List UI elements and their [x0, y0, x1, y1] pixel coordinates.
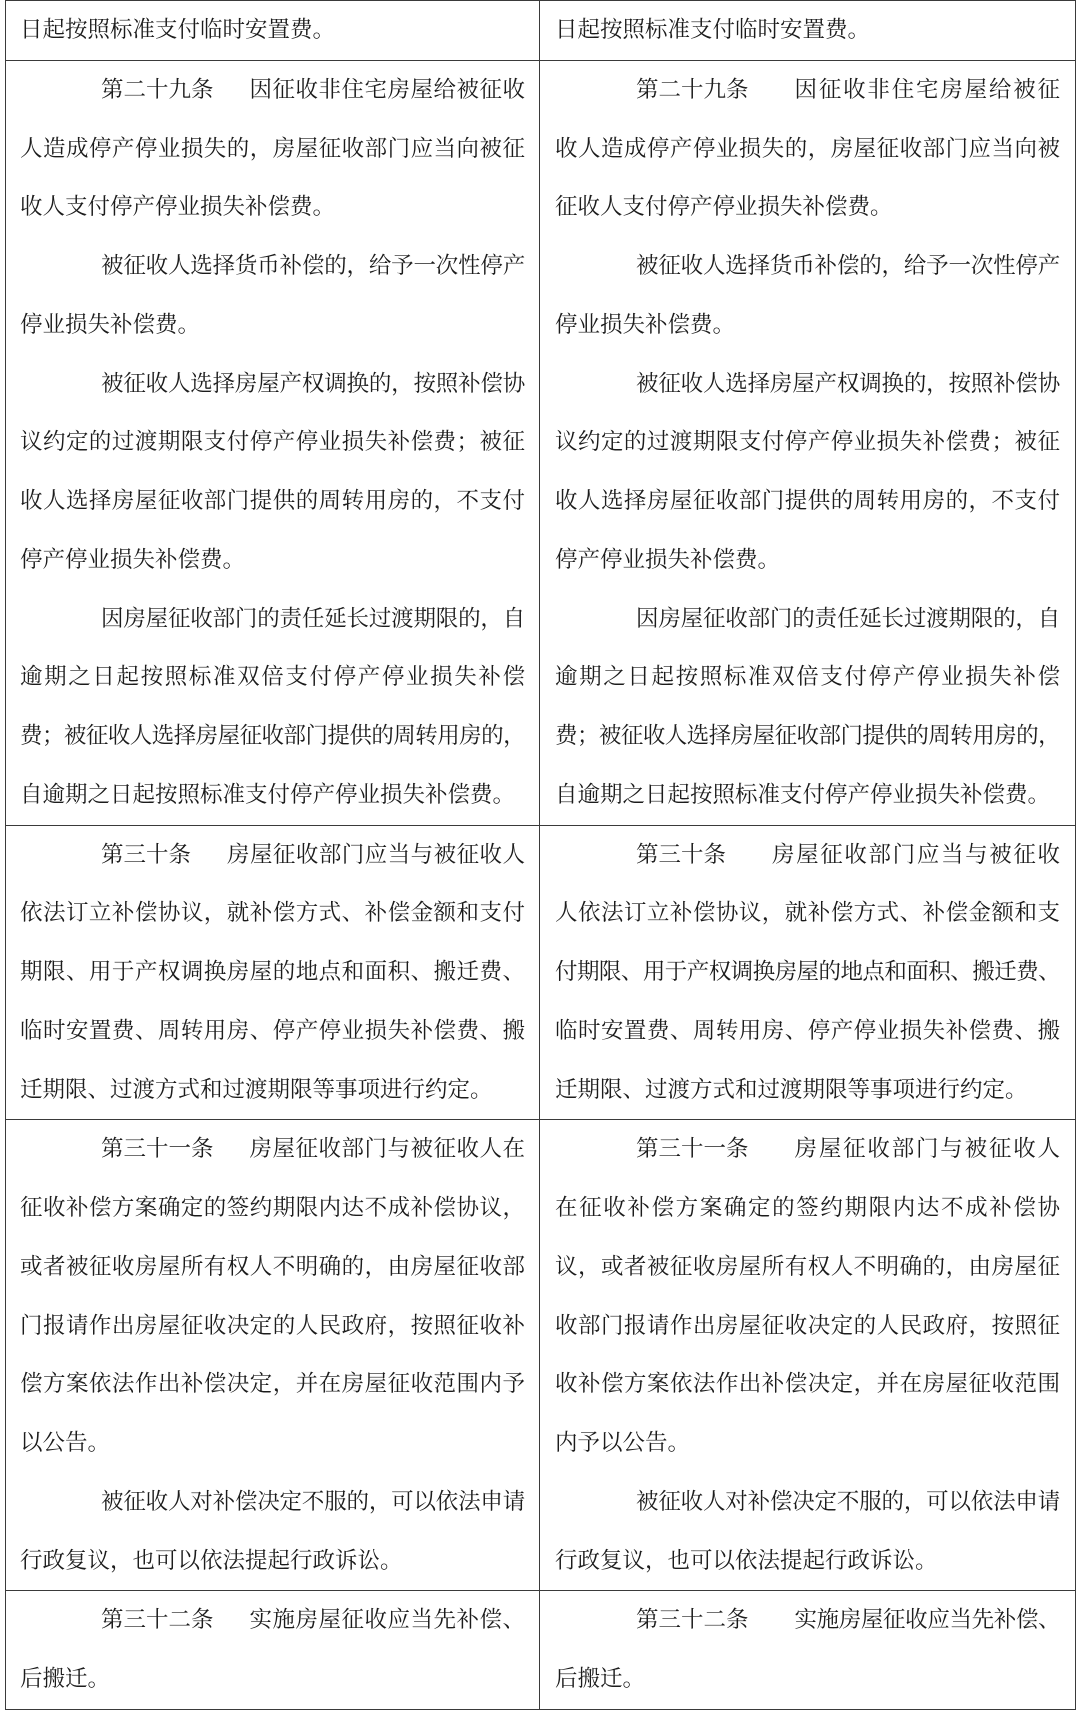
text-line: 内予以公告。 — [555, 1430, 691, 1456]
text-line: 房屋征收部门应当与被征收人 — [227, 841, 525, 868]
table-cell-left — [6, 1, 540, 60]
paragraph — [555, 1473, 1060, 1591]
text-line: 被征收人对补偿决定不服的，可以依法申请 — [636, 1488, 1060, 1515]
paragraph — [20, 237, 525, 355]
table-cell-left — [6, 61, 540, 825]
text-line: 实施房屋征收应当先补偿、 — [249, 1607, 525, 1634]
text-line: 逾期之日起按照标准双倍支付停产停业损失补偿 — [20, 664, 525, 691]
article-paragraph — [20, 61, 525, 237]
table-row — [6, 825, 1075, 1120]
text-line: 停业损失补偿费。 — [20, 311, 201, 338]
text-line: 期限、用于产权调换房屋的地点和面积、搬迁费、 — [20, 959, 525, 985]
paragraph — [555, 1, 1060, 60]
text-line: 被征收人选择房屋产权调换的，按照补偿协 — [101, 370, 525, 397]
table-cell-right — [540, 826, 1075, 1120]
text-line: 停业损失补偿费。 — [555, 311, 736, 338]
text-line: 因征收非住宅房屋给被征收 — [249, 76, 525, 103]
article-number: 第三十条 — [636, 841, 727, 868]
text-line: 后搬迁。 — [555, 1666, 646, 1692]
paragraph — [20, 590, 525, 825]
table-cell-right — [540, 1120, 1075, 1590]
text-line: 付期限、用于产权调换房屋的地点和面积、搬迁费、 — [555, 959, 1060, 985]
text-line: 房屋征收部门应当与被征收 — [772, 841, 1060, 868]
text-line: 门报请作出房屋征收决定的人民政府，按照征收补 — [20, 1312, 525, 1339]
text-line: 房屋征收部门与被征收人在 — [249, 1136, 525, 1163]
article-paragraph — [555, 1591, 1060, 1709]
text-line: 收人造成停产停业损失的，房屋征收部门应当向被 — [555, 135, 1060, 162]
text-line: 在征收补偿方案确定的签约期限内达不成补偿协 — [555, 1195, 1060, 1221]
text-line: 偿方案依法作出补偿决定，并在房屋征收范围内予 — [20, 1371, 525, 1398]
text-line: 停产停业损失补偿费。 — [20, 546, 246, 573]
article-heading-line — [555, 1591, 1060, 1650]
text-line: 费；被征收人选择房屋征收部门提供的周转用房的， — [20, 723, 525, 749]
text-line: 迁期限、过渡方式和过渡期限等事项进行约定。 — [20, 1076, 493, 1103]
article-number: 第三十二条 — [636, 1607, 749, 1634]
text-line: 收人支付停产停业损失补偿费。 — [20, 194, 336, 221]
article-paragraph — [555, 61, 1060, 237]
article-heading-line — [555, 1120, 1060, 1179]
text-line: 或者被征收房屋所有权人不明确的，由房屋征收部 — [20, 1253, 525, 1280]
article-number: 第三十一条 — [101, 1136, 214, 1163]
text-line: 临时安置费、周转用房、停产停业损失补偿费、搬 — [20, 1017, 525, 1044]
table-cell-left — [6, 1591, 540, 1709]
text-line: 议约定的过渡期限支付停产停业损失补偿费；被征 — [20, 429, 525, 456]
text-line: 房屋征收部门与被征收人 — [794, 1136, 1060, 1163]
article-number: 第三十一条 — [636, 1136, 749, 1163]
text-line: 收补偿方案依法作出补偿决定，并在房屋征收范围 — [555, 1371, 1060, 1398]
text-line: 被征收人选择货币补偿的，给予一次性停产 — [636, 253, 1060, 279]
table-cell-right — [540, 1591, 1075, 1709]
text-line: 行政复议，也可以依法提起行政诉讼。 — [20, 1547, 403, 1574]
article-heading-line — [20, 1591, 525, 1650]
text-line: 人依法订立补偿协议，就补偿方式、补偿金额和支 — [555, 900, 1060, 927]
article-paragraph — [20, 1591, 525, 1709]
text-line: 后搬迁。 — [20, 1666, 111, 1692]
paragraph — [555, 237, 1060, 355]
table-row — [6, 60, 1075, 825]
text-line: 收人选择房屋征收部门提供的周转用房的，不支付 — [555, 488, 1060, 514]
article-paragraph — [555, 1120, 1060, 1473]
text-line: 因房屋征收部门的责任延长过渡期限的，自 — [636, 605, 1060, 632]
article-paragraph — [20, 1120, 525, 1473]
paragraph — [20, 355, 525, 590]
text-line: 被征收人选择货币补偿的，给予一次性停产 — [101, 253, 525, 279]
text-line: 收部门报请作出房屋征收决定的人民政府，按照征 — [555, 1312, 1060, 1339]
text-line: 日起按照标准支付临时安置费。 — [555, 17, 871, 43]
text-line: 征收人支付停产停业损失补偿费。 — [555, 194, 893, 221]
text-line: 因房屋征收部门的责任延长过渡期限的，自 — [101, 605, 525, 632]
text-line: 自逾期之日起按照标准支付停产停业损失补偿费。 — [20, 781, 516, 808]
article-number: 第二十九条 — [101, 76, 214, 103]
text-line: 被征收人对补偿决定不服的，可以依法申请 — [101, 1488, 525, 1515]
text-line: 停产停业损失补偿费。 — [555, 546, 781, 573]
text-line: 因征收非住宅房屋给被征 — [794, 76, 1060, 103]
text-line: 议约定的过渡期限支付停产停业损失补偿费；被征 — [555, 429, 1060, 456]
table-row — [6, 1119, 1075, 1590]
article-number: 第二十九条 — [636, 76, 749, 103]
text-line: 实施房屋征收应当先补偿、 — [794, 1607, 1060, 1634]
paragraph — [20, 1473, 525, 1591]
article-heading-line — [555, 826, 1060, 885]
table-row — [6, 1, 1075, 60]
article-heading-line — [20, 1120, 525, 1179]
text-line: 费；被征收人选择房屋征收部门提供的周转用房的， — [555, 723, 1060, 749]
text-line: 议，或者被征收房屋所有权人不明确的，由房屋征 — [555, 1253, 1060, 1280]
article-heading-line — [20, 826, 525, 885]
text-line: 迁期限、过渡方式和过渡期限等事项进行约定。 — [555, 1076, 1028, 1103]
text-line: 被征收人选择房屋产权调换的，按照补偿协 — [636, 370, 1060, 397]
text-line: 依法订立补偿协议，就补偿方式、补偿金额和支付 — [20, 900, 525, 927]
text-line: 人造成停产停业损失的，房屋征收部门应当向被征 — [20, 135, 525, 162]
text-line: 征收补偿方案确定的签约期限内达不成补偿协议， — [20, 1195, 525, 1221]
table-cell-right — [540, 1, 1075, 60]
text-line: 收人选择房屋征收部门提供的周转用房的，不支付 — [20, 488, 525, 514]
table-cell-left — [6, 1120, 540, 1590]
article-number: 第三十条 — [101, 841, 192, 868]
text-line: 以公告。 — [20, 1430, 111, 1456]
paragraph — [20, 1, 525, 60]
article-heading-line — [555, 61, 1060, 120]
text-line: 临时安置费、周转用房、停产停业损失补偿费、搬 — [555, 1017, 1060, 1044]
text-line: 行政复议，也可以依法提起行政诉讼。 — [555, 1547, 938, 1574]
paragraph — [555, 590, 1060, 825]
article-heading-line — [20, 61, 525, 120]
comparison-table — [5, 0, 1076, 1710]
article-paragraph — [555, 826, 1060, 1120]
table-cell-left — [6, 826, 540, 1120]
table-row — [6, 1590, 1075, 1709]
text-line: 日起按照标准支付临时安置费。 — [20, 17, 336, 43]
paragraph — [555, 355, 1060, 590]
text-line: 逾期之日起按照标准双倍支付停产停业损失补偿 — [555, 664, 1060, 691]
article-number: 第三十二条 — [101, 1607, 214, 1634]
table-cell-right — [540, 61, 1075, 825]
article-paragraph — [20, 826, 525, 1120]
text-line: 自逾期之日起按照标准支付停产停业损失补偿费。 — [555, 781, 1051, 808]
